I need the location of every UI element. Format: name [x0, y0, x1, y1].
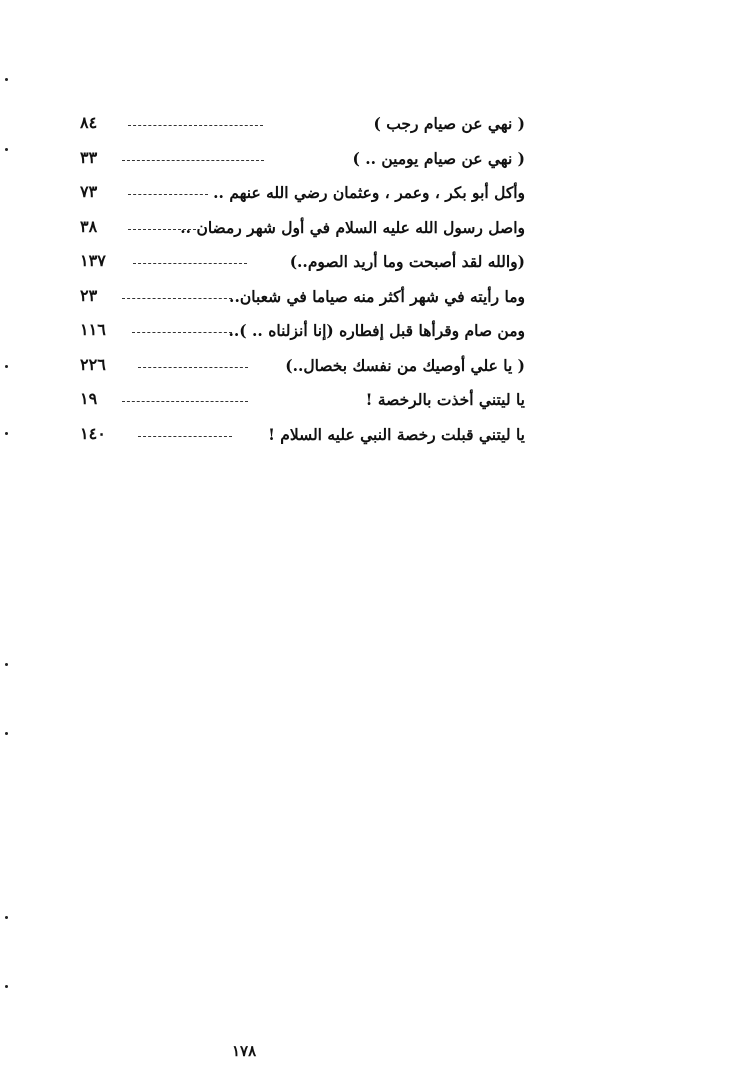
index-entry — [80, 317, 525, 352]
entry-text: يا ليتني أخذت بالرخصة ! — [365, 390, 525, 409]
index-entry — [80, 421, 525, 456]
index-entry — [80, 248, 525, 283]
dotted-leader — [128, 194, 208, 195]
dotted-leader — [132, 332, 232, 333]
margin-mark — [5, 663, 8, 666]
entry-text: ( نهي عن صيام رجب ) — [373, 114, 525, 133]
dotted-leader — [138, 367, 248, 368]
entry-text: واصل رسول الله عليه السلام في أول شهر رمضان .. — [180, 217, 525, 237]
index-entry — [80, 179, 525, 214]
entry-page-ref: ١٤٠ — [80, 423, 106, 443]
margin-mark — [5, 732, 8, 735]
dotted-leader — [133, 263, 247, 264]
dotted-leader — [138, 436, 232, 437]
index-entry — [80, 145, 525, 180]
entry-text: يا ليتني قبلت رخصة النبي عليه السلام ! — [268, 424, 525, 444]
index-entry — [80, 283, 525, 318]
entry-page-ref: ٢٣ — [80, 285, 98, 305]
entry-page-ref: ٣٣ — [80, 147, 98, 167]
margin-mark — [5, 985, 8, 988]
entry-page-ref: ٣٨ — [80, 216, 98, 236]
margin-mark — [5, 365, 8, 368]
dotted-leader — [122, 401, 248, 402]
index-list — [80, 110, 525, 455]
margin-mark — [5, 916, 8, 919]
dotted-leader — [122, 298, 232, 299]
entry-text: وأكل أبو بكر ، وعمر ، وعثمان رضي الله عنهم .. — [213, 183, 525, 202]
index-entry — [80, 352, 525, 387]
entry-text: ( نهي عن صيام يومين .. ) — [352, 148, 525, 168]
index-entry — [80, 110, 525, 145]
entry-page-ref: ٧٣ — [80, 182, 98, 201]
page-number: ١٧٨ — [232, 1042, 257, 1060]
margin-mark — [5, 432, 8, 435]
entry-page-ref: ١١٦ — [80, 320, 106, 339]
entry-page-ref: ٢٢٦ — [80, 354, 106, 374]
entry-text: ( يا علي أوصيك من نفسك بخصال..) — [285, 355, 525, 375]
entry-text: (والله لقد أصبحت وما أريد الصوم..) — [289, 252, 525, 271]
index-entry — [80, 214, 525, 249]
margin-mark — [5, 78, 8, 81]
dotted-leader — [128, 229, 196, 230]
entry-page-ref: ١٣٧ — [80, 251, 106, 270]
dotted-leader — [122, 160, 264, 161]
margin-mark — [5, 148, 8, 151]
entry-text: ومن صام وقرأها قبل إفطاره (إنا أنزلناه .. ).. — [228, 321, 525, 340]
entry-page-ref: ١٩ — [80, 389, 98, 408]
index-entry — [80, 386, 525, 421]
dotted-leader — [128, 125, 263, 126]
entry-page-ref: ٨٤ — [80, 113, 98, 132]
entry-text: وما رأيته في شهر أكثر منه صياما في شعبان.. — [229, 286, 525, 306]
